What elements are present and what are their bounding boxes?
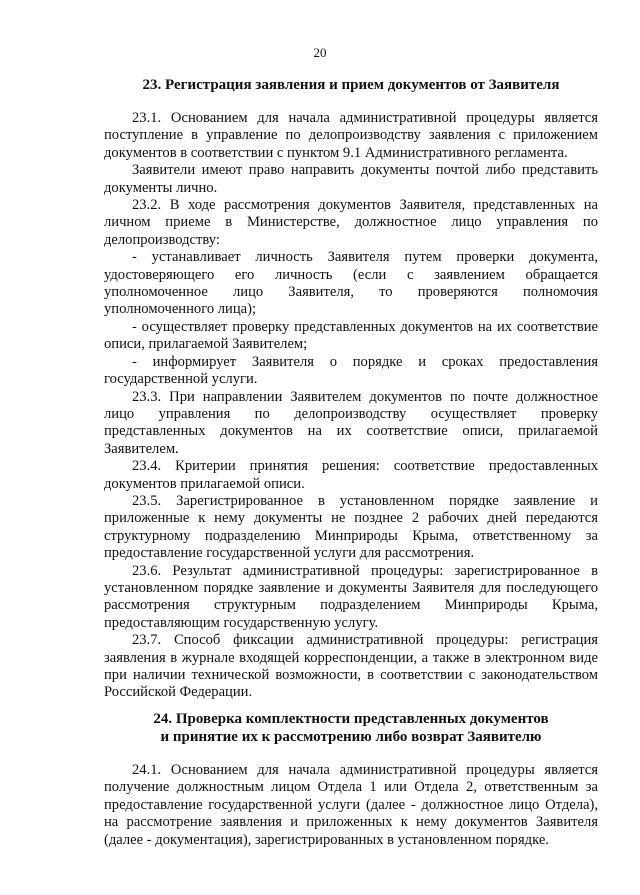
paragraph-23-4: 23.4. Критерии принятия решения: соответствие предоставленных документов прилагаемой описи.: [104, 458, 598, 492]
paragraph-23-7: 23.7. Способ фиксации административной процедуры: регистрация заявления в журнале входящей корреспонденции, а также в электронном виде при наличии технической возможности, в соответствии с законодательством Российской Федерации.: [104, 632, 598, 701]
section-24-body: [104, 762, 598, 849]
paragraph-23-6: 23.6. Результат административной процедуры: зарегистрированное в установленном порядке заявление и документы Заявителя для последующего рассмотрения структурным подразделением Минприроды Крыма, предоставляющим государственную услугу.: [104, 562, 598, 631]
section-23-body: [104, 110, 598, 702]
paragraph-24-1: 24.1. Основанием для начала административной процедуры является получение должностным лицом Отдела 1 или Отдела 2, ответственным за предоставление государственной услуги (далее - должностное лицо Отдела), на рассмотрение заявления и приложенных к нему документов Заявителя (далее - документация), зарегистрированных в установленном порядке.: [104, 762, 598, 848]
list-item: - информирует Заявителя о порядке и сроках предоставления государственной услуги.: [104, 353, 598, 388]
list-item: - устанавливает личность Заявителя путем проверки документа, удостоверяющего его личность (если с заявлением обращается уполномоченное лицо Заявителя, то проверяются полномочия уполномоченного лица);: [104, 249, 598, 318]
list-item: - осуществляет проверку представленных документов на их соответствие описи, прилагаемой Заявителем;: [104, 318, 598, 353]
section-24-title-line-2: и принятие их к рассмотрению либо возврат Заявителю: [160, 729, 542, 745]
paragraph-23-1: 23.1. Основанием для начала административной процедуры является поступление в управление по делопроизводству заявления с приложением документов в соответствии с пунктом 9.1 Административного регламента.: [104, 110, 598, 161]
section-24-title-line-1: 24. Проверка комплектности представленных документов: [153, 711, 549, 727]
paragraph-23-5: 23.5. Зарегистрированное в установленном порядке заявление и приложенные к нему документы не позднее 2 рабочих дней передаются структурному подразделению Минприроды Крыма, ответственному за предоставление государственной услуги для рассмотрения.: [104, 492, 598, 562]
paragraph-23-1-note: Заявители имеют право направить документы почтой либо представить документы лично.: [104, 162, 598, 196]
section-24-title: [104, 710, 598, 746]
paragraph-23-2: 23.2. В ходе рассмотрения документов Заявителя, представленных на личном приеме в Министерстве, должностное лицо управления по делопроизводству:: [104, 197, 598, 248]
page-number: 20: [313, 45, 327, 60]
section-23-title: 23. Регистрация заявления и прием документов от Заявителя: [142, 77, 560, 93]
paragraph-23-3: 23.3. При направлении Заявителем документов по почте должностное лицо управления по делопроизводству осуществляет проверку представленных документов на их соответствие описи, прилагаемой Заявителем.: [104, 388, 598, 457]
